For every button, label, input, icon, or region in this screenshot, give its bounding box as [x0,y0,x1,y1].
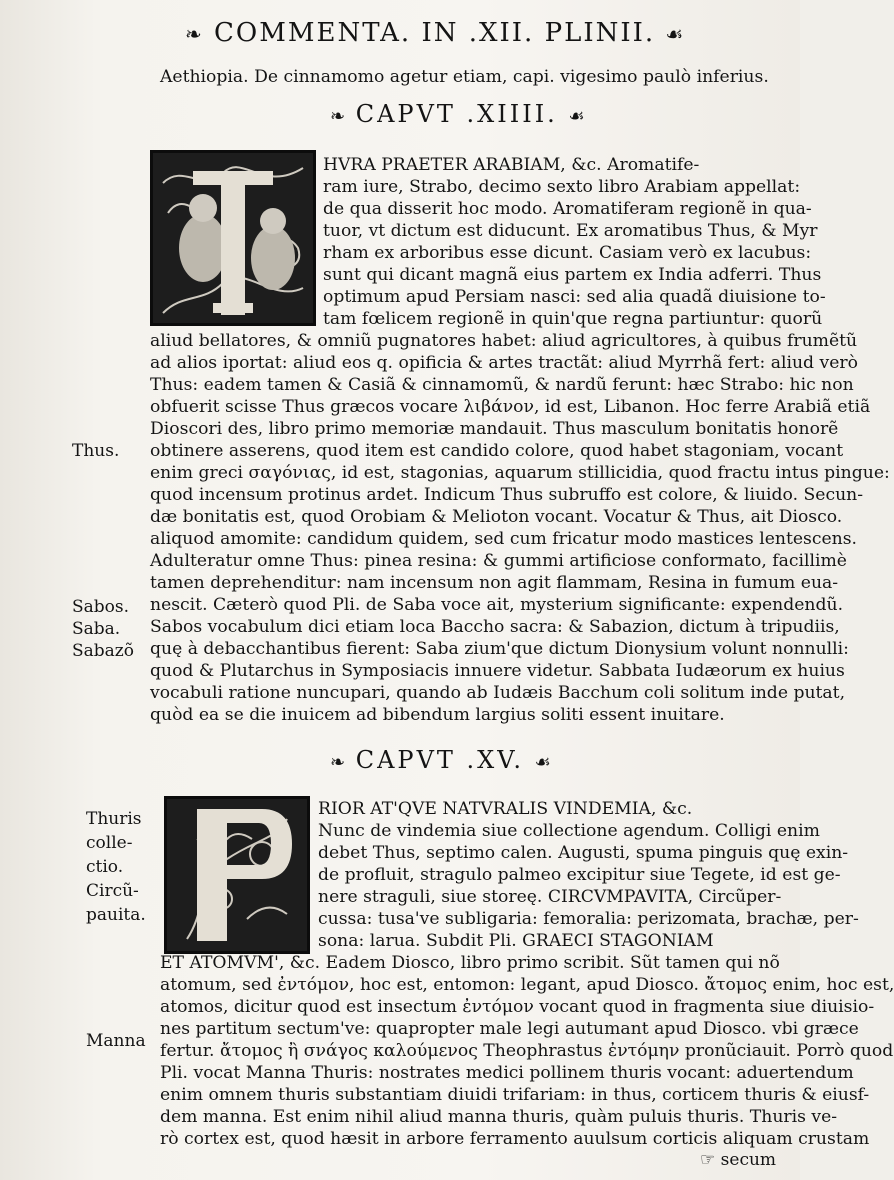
margin-note: Sabazõ [72,641,134,661]
text-line: ram iure, Strabo, decimo sexto libro Arabiam appellat: [323,177,801,197]
running-head-text: COMMENTA. IN .XII. PLINII. [214,18,656,48]
text-line: aliquod amomite: candidum quidem, sed cum fricatur modo mastices lentescens. [150,529,858,549]
text-line: quòd ea se die inuicem ad bibendum largius soliti essent inuitare. [150,705,725,725]
text-line: ET ATOMVM', &c. Eadem Diosco, libro primo scribit. Sũt tamen qui nõ [160,953,780,973]
pointing-hand-icon: ☞ [700,1150,716,1170]
text-line: HVRA PRAETER ARABIAM, &c. Aromatife- [323,155,700,175]
chapter-heading-text: CAPVT .XIIII. [355,100,558,128]
fleuron-icon: ☙ [665,22,686,46]
text-line: Thus: eadem tamen & Casiã & cinnamomũ, & nardũ ferunt: hæc Strabo: hic non [150,375,854,395]
text-line: tuor, vt dictum est diducunt. Ex aromatibus Thus, & Myr [323,221,818,241]
text-line: optimum apud Persiam nasci: sed alia quadã diuisione to- [323,287,826,307]
text-line: obfuerit scisse Thus græcos vocare λιβάνον, id est, Libanon. Hoc ferre Arabiã etiã [150,397,871,417]
text-line: rò cortex est, quod hæsit in arbore ferramento auulsum corticis aliquam crustam [160,1129,870,1149]
text-line: atomum, sed ἐντόμον, hoc est, entomon: legant, apud Diosco. ἄτομος enim, hoc est, [160,975,894,995]
margin-note: Manna [86,1031,146,1051]
text-line: Dioscori des, libro primo memoriæ mandauit. Thus masculum bonitatis honorẽ [150,419,839,439]
text-line: dem manna. Est enim nihil aliud manna thuris, quàm puluis thuris. Thuris ve- [160,1107,838,1127]
margin-note: Thus. [72,441,120,461]
text-line: debet Thus, septimo calen. Augusti, spuma pinguis quę exin- [318,843,849,863]
text-line: de profluit, stragulo palmeo excipitur siue Tegete, id est ge- [318,865,841,885]
text-line: nescit. Cæterò quod Pli. de Saba voce ait, mysterium significante: expendendũ. [150,595,844,615]
margin-note: Saba. [72,619,121,639]
text-line: rham ex arboribus esse dicunt. Casiam verò ex lacubus: [323,243,812,263]
text-line: RIOR AT'QVE NATVRALIS VINDEMIA, &c. [318,799,693,819]
text-line: quę à debacchantibus fierent: Saba zium'que dictum Dionysium volunt nonnulli: [150,639,849,659]
text-line: dæ bonitatis est, quod Orobiam & Melioton vocant. Vocatur & Thus, ait Diosco. [150,507,843,527]
margin-note: Thuris [86,809,142,829]
text-line: obtinere asserens, quod item est candido colore, quod habet stagoniam, vocant [150,441,844,461]
running-head [185,18,745,48]
text-line: quod incensum protinus ardet. Indicum Thus subruffo est colore, & liuido. Secun- [150,485,864,505]
catchword [700,1150,776,1170]
text-line: Adulteratur omne Thus: pinea resina: & gummi artificiose conformato, facillimè [150,551,847,571]
text-line: sunt qui dicant magnã eius partem ex India adferri. Thus [323,265,822,285]
intro-line: Aethiopia. De cinnamomo agetur etiam, capi. vigesimo paulò inferius. [160,67,769,87]
floral-initial-icon [167,799,307,951]
fleuron-icon: ❧ [330,106,346,127]
text-line: aliud bellatores, & omniũ pugnatores habet: aliud agricultores, à quibus frumẽtũ [150,331,858,351]
text-line: cussa: tusa've subligaria: femoralia: perizomata, brachæ, per- [318,909,859,929]
text-line: Nunc de vindemia siue collectione agendum. Colligi enim [318,821,820,841]
chapter-heading-text: CAPVT .XV. [355,746,525,774]
text-line: tamen deprehenditur: nam incensum non agit flammam, Resina in fumum eua- [150,573,839,593]
text-line: sona: larua. Subdit Pli. GRAECI STAGONIAM [318,931,714,951]
text-line: tam fœlicem regionẽ in quin'que regna partiuntur: quorũ [323,309,823,329]
text-line: nes partitum sectum've: quapropter male legi autumant apud Diosco. vbi græce [160,1019,859,1039]
fleuron-icon: ❧ [185,22,204,46]
text-line: enim greci σαγόνιας, id est, stagonias, aquarum stillicidia, quod fractu intus pingue: [150,463,890,483]
decorated-initial-T [150,150,316,326]
margin-note: pauita. [86,905,146,925]
margin-note: Sabos. [72,597,130,617]
text-line: vocabuli ratione nuncupari, quando ab Iudæis Bacchum coli solitum inde putat, [150,683,846,703]
chapter-heading [330,100,585,128]
margin-note: Circũ- [86,881,139,901]
text-line: de qua disserit hoc modo. Aromatiferam regionẽ in qua- [323,199,812,219]
historiated-initial-icon [153,153,313,323]
text-line: Sabos vocabulum dici etiam loca Baccho sacra: & Sabazion, dictum à tripudiis, [150,617,840,637]
fleuron-icon: ☙ [568,106,585,127]
fleuron-icon: ❧ [330,752,346,773]
fleuron-icon: ☙ [534,752,551,773]
decorated-initial-P [164,796,310,954]
text-line: nere straguli, siue storeę. CIRCVMPAVITA, Circũper- [318,887,782,907]
text-line: enim omnem thuris substantiam diuidi trifariam: in thus, corticem thuris & eiusf- [160,1085,870,1105]
text-line: quod & Plutarchus in Symposiacis innuere videtur. Sabbata Iudæorum ex huius [150,661,845,681]
text-line: fertur. ἄτομος ἢ σνάγος καλούμενος Theophrastus ἐντόμην pronũciauit. Porrò quod [160,1041,894,1061]
chapter-heading [330,746,551,774]
margin-note: colle- [86,833,133,853]
margin-note: ctio. [86,857,124,877]
text-line: atomos, dicitur quod est insectum ἐντόμον vocant quod in fragmenta siue diuisio- [160,997,875,1017]
text-line: Pli. vocat Manna Thuris: nostrates medici pollinem thuris vocant: aduertendum [160,1063,854,1083]
text-line: ad alios iportat: aliud eos q. opificia & artes tractãt: aliud Myrrhã fert: aliud verò [150,353,858,373]
catchword-text: secum [720,1150,777,1170]
